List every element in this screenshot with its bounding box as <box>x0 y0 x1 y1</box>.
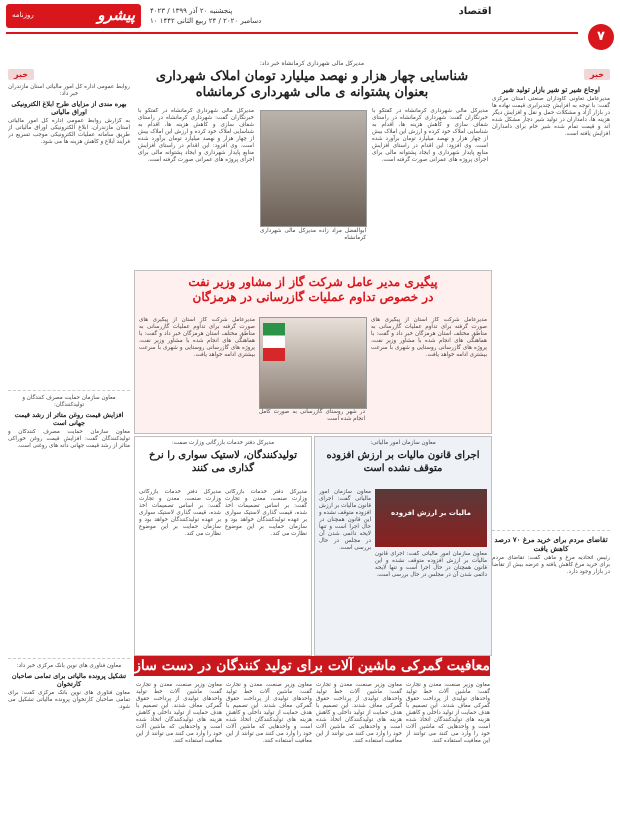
left-body-2: معاون سازمان حمایت مصرف کنندگان و تولیدکنندگان گفت: افزایش قیمت روغن خوراکی متاثر از رشد قیمت جهانی دانه های روغنی است. <box>8 429 130 449</box>
main-headline-line-1: شناسایی چهار هزار و نهصد میلیارد تومان املاک شهرداری <box>155 69 469 84</box>
divider <box>8 390 130 391</box>
gas-story <box>134 270 492 434</box>
tax-image <box>375 489 487 547</box>
left-kicker-2: معاون سازمان حمایت مصرف کنندگان و تولیدکنندگان: <box>22 395 116 408</box>
tire-body-left: مدیرکل دفتر خدمات بازرگانی وزارت صنعت، معدن و تجارت گفت: بر اساس تصمیمات اخذ شده، قیمت گذاری لاستیک سواری بر عهده تولیدکنندگان خواهد بود و سازمان حمایت بر این موضوع نظارت می کند. <box>139 489 221 537</box>
date-line-2: ۱۰ دسامبر ۲۰۲۰ / ۲۴ ربیع الثانی ۱۴۴۲ <box>150 17 262 25</box>
tax-story <box>314 436 492 656</box>
main-body-right: مدیرکل مالی شهرداری کرمانشاه در گفتگو با خبرنگاران گفت: شهرداری کرمانشاه در راستای شفاف سازی و کاهش هزینه ها، اقدام به شناسایی املاک خود کرده و ارزش این املاک بیش از چهار هزار و نهصد میلیارد تومان برآورد شده است. وی افزود: این اقدام در راستای افزایش منابع پایدار شهرداری و ایجاد پشتوانه مالی برای اجرای پروژه های عمرانی صورت گرفته است. <box>372 108 488 163</box>
right-headline-1: اوجاع شیر تو شیر بازار تولید شیر <box>502 85 600 94</box>
main-story <box>136 60 488 101</box>
flag-icon <box>263 323 285 361</box>
customs-headline-band: معافیت گمرکی ماشین آلات برای تولید کنندگان در دست ساز شد <box>134 658 490 694</box>
page-number: ۷ <box>588 24 614 50</box>
tire-body-right: مدیرکل دفتر خدمات بازرگانی وزارت صنعت، معدن و تجارت گفت: بر اساس تصمیمات اخذ شده، قیمت گذاری لاستیک سواری بر عهده تولیدکنندگان خواهد بود و سازمان حمایت بر این موضوع نظارت می کند. <box>225 489 307 537</box>
gas-body-right: مدیرعامل شرکت گاز استان از پیگیری های صورت گرفته برای تداوم عملیات گازرسانی به مناطق مختلف استان هرمزگان خبر داد و گفت: با هماهنگی های انجام شده با مشاور وزیر نفت، پروژه های گازرسانی روستایی و شهری با سرعت بیشتری ادامه خواهد یافت. <box>371 317 487 358</box>
header-rule <box>6 32 578 34</box>
tax-kicker: معاون سازمان امور مالیاتی: <box>370 440 436 446</box>
tire-story <box>134 436 312 656</box>
gas-headline-line-2: در خصوص تداوم عملیات گازرسانی در هرمزگان <box>192 290 434 304</box>
gas-headline-line-1: پیگیری مدیر عامل شرکت گاز از مشاور وزیر نفت <box>188 275 438 289</box>
section-title: اقتصاد <box>458 6 492 17</box>
gas-photo-caption: در شهر روستای گازرسانی به صورت کامل انجام شده است <box>259 409 365 422</box>
bottom-body-col-1: معاون وزیر صنعت، معدن و تجارت گفت: ماشین آلات خط تولید واحدهای تولیدی از پرداخت حقوق گمرکی معاف شدند. این تصمیم با هدف حمایت از تولید داخلی و کاهش هزینه های تولیدکنندگان اتخاذ شده است و واحدهایی که ماشین آلات خود را وارد می کنند می توانند از این معافیت استفاده کنند. <box>136 682 222 744</box>
divider <box>8 658 130 659</box>
logo-sub: روزنامه <box>12 11 34 19</box>
left-body-3: معاون فناوری های نوین بانک مرکزی گفت: برای تمامی صاحبان کارتخوان پرونده مالیاتی تشکیل می شود. <box>8 690 130 710</box>
left-kicker-1: روابط عمومی اداره کل امور مالیاتی استان مازندران خبر داد: <box>8 84 130 97</box>
main-headline-line-2: بعنوان پشتوانه ی مالی شهرداری کرمانشاه <box>195 85 429 100</box>
main-body-left: مدیرکل مالی شهرداری کرمانشاه در گفتگو با خبرنگاران گفت: شهرداری کرمانشاه در راستای شفاف سازی و کاهش هزینه ها، اقدام به شناسایی املاک خود کرده و ارزش این املاک بیش از چهار هزار و نهصد میلیارد تومان برآورد شده است. وی افزود: این اقدام در راستای افزایش منابع پایدار شهرداری و ایجاد پشتوانه مالی برای اجرای پروژه های عمرانی صورت گرفته است. <box>138 108 254 163</box>
tire-headline: تولیدکنندگان، لاستیک سواری را نرخ گذاری می کنند <box>148 450 298 474</box>
right-body-1: مدیرعامل تعاونی گاوداران صنعتی استان مرکزی گفت: با توجه به افزایش چندبرابری قیمت نهاده ها در بازار آزاد و مشکلات حمل و نقل و افزایش دیگر هزینه ها، دامداران در تولید شیر دچار مشکل شده اند و قیمت تمام شده شیر خام برای دامداران افزایش یافته است. <box>492 96 610 137</box>
main-photo <box>260 110 367 227</box>
masthead-logo <box>6 4 141 28</box>
tire-kicker: مدیرکل دفتر خدمات بازرگانی وزارت صمت: <box>171 440 275 446</box>
bottom-body-col-3: معاون وزیر صنعت، معدن و تجارت گفت: ماشین آلات خط تولید واحدهای تولیدی از پرداخت حقوق گمرکی معاف شدند. این تصمیم با هدف حمایت از تولید داخلی و کاهش هزینه های تولیدکنندگان اتخاذ شده است و واحدهایی که ماشین آلات خود را وارد می کنند می توانند از این معافیت استفاده کنند. <box>316 682 402 744</box>
right-column <box>492 62 610 745</box>
left-headline-3: تشکیل پرونده مالیاتی برای تمامی صاحبان کارتخوان <box>11 672 127 688</box>
bottom-body-col-2: معاون وزیر صنعت، معدن و تجارت گفت: ماشین آلات خط تولید واحدهای تولیدی از پرداخت حقوق گمرکی معاف شدند. این تصمیم با هدف حمایت از تولید داخلی و کاهش هزینه های تولیدکنندگان اتخاذ شده است و واحدهایی که ماشین آلات خود را وارد می کنند می توانند از این معافیت استفاده کنند. <box>226 682 312 744</box>
left-kicker-3: معاون فناوری های نوین بانک مرکزی خبر داد: <box>16 663 122 669</box>
gas-body-left: مدیرعامل شرکت گاز استان از پیگیری های صورت گرفته برای تداوم عملیات گازرسانی به مناطق مختلف استان هرمزگان خبر داد و گفت: با هماهنگی های انجام شده با مشاور وزیر نفت، پروژه های گازرسانی روستایی و شهری با سرعت بیشتری ادامه خواهد یافت. <box>139 317 255 358</box>
news-tag-left: خبر <box>8 69 34 80</box>
tax-body-right: معاون سازمان امور مالیاتی گفت: اجرای قانون مالیات بر ارزش افزوده متوقف نشده و این قانون همچنان در حال اجرا است و تنها لایحه دائمی شدن آن در مجلس در حال بررسی است. <box>375 551 487 578</box>
bottom-body-col-4: معاون وزیر صنعت، معدن و تجارت گفت: ماشین آلات خط تولید واحدهای تولیدی از پرداخت حقوق گمرکی معاف شدند. این تصمیم با هدف حمایت از تولید داخلی و کاهش هزینه های تولیدکنندگان اتخاذ شده است و واحدهایی که ماشین آلات خود را وارد می کنند می توانند از این معافیت استفاده کنند. <box>406 682 490 744</box>
divider <box>492 530 610 531</box>
issue-date <box>150 6 350 26</box>
tax-body-left: معاون سازمان امور مالیاتی گفت: اجرای قانون مالیات بر ارزش افزوده متوقف نشده و این قانون همچنان در حال اجرا است و تنها لایحه دائمی شدن آن در مجلس در حال بررسی است. <box>319 489 371 551</box>
left-column <box>8 62 130 800</box>
main-photo-caption: ابوالفضل مراد زاده مدیرکل مالی شهرداری کرمانشاه <box>260 228 366 241</box>
page-header <box>0 0 620 50</box>
date-line-1: پنجشنبه ۲۰ آذر ۱۳۹۹ / ۴۰۲۳ <box>150 7 233 15</box>
logo-text: پیشرو <box>97 6 135 24</box>
tax-headline: اجرای قانون مالیات بر ارزش افزوده متوقف نشده است <box>326 450 480 474</box>
main-kicker: مدیرکل مالی شهرداری کرمانشاه خبر داد: <box>259 60 365 67</box>
right-headline-2: تقاضای مردم برای خرید مرغ ۷۰ درصد کاهش یافت <box>494 535 608 553</box>
left-headline-1: بهره مندی از مزایای طرح ابلاغ الکترونیکی اوراق مالیاتی <box>11 100 127 116</box>
left-body-1: به گزارش روابط عمومی اداره کل امور مالیاتی استان مازندران، ابلاغ الکترونیکی اوراق مالیاتی از طریق سامانه عملیات الکترونیکی موجب تسریع در فرایند ابلاغ و کاهش هزینه ها می شود. <box>8 118 130 145</box>
news-tag-right: خبر <box>584 69 610 80</box>
left-headline-2: افزایش قیمت روغن متاثر از رشد قیمت جهانی است <box>14 411 124 427</box>
right-body-2: رئیس اتحادیه مرغ و ماهی گفت: تقاضای مردم برای خرید مرغ کاهش یافته و عرضه بیش از تقاضا در بازار وجود دارد. <box>492 555 610 575</box>
tax-image-text: مالیات بر ارزش افزوده <box>391 509 471 517</box>
